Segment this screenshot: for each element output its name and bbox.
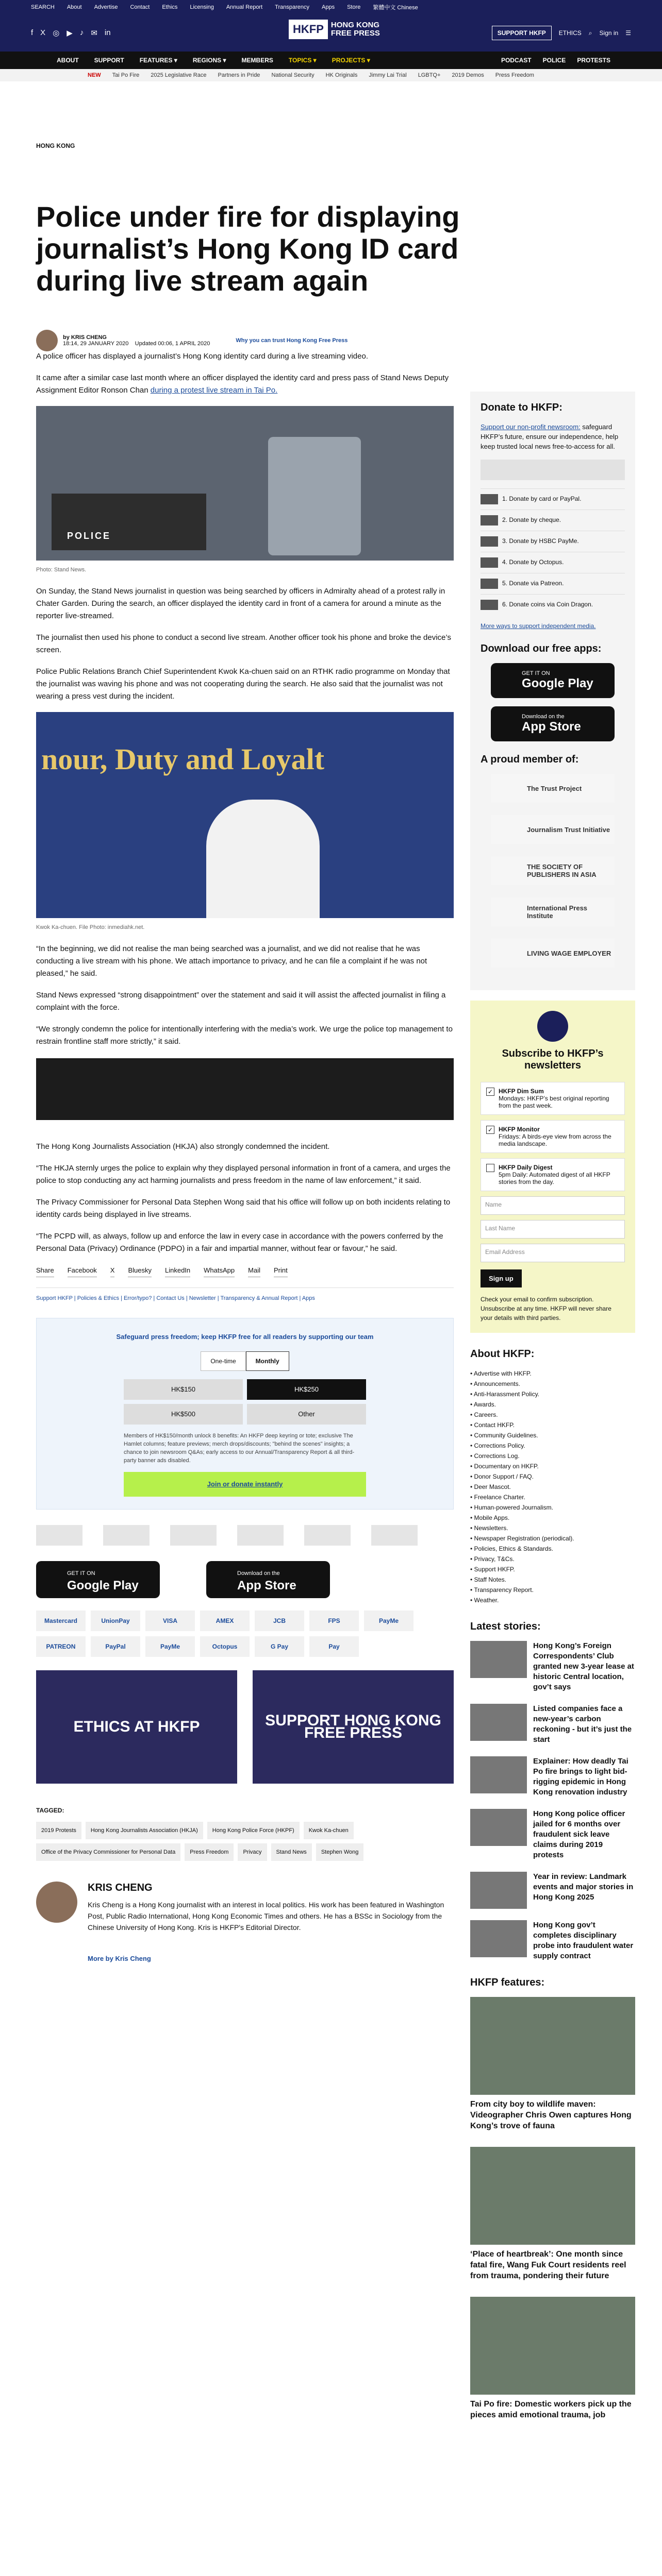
- newsletter-text: [499, 1164, 619, 1185]
- badge-label: App Store: [522, 720, 581, 734]
- newsletter-name: HKFP Dim Sum: [499, 1088, 544, 1095]
- share-bar: [36, 1264, 454, 1277]
- author-avatar[interactable]: [36, 330, 58, 351]
- trust-link[interactable]: Why you can trust Hong Kong Free Press: [236, 337, 348, 344]
- share-link[interactable]: Mail: [248, 1264, 260, 1277]
- image-banner-text: nour, Duty and Loyalt: [41, 742, 325, 776]
- amount-options: [124, 1379, 366, 1425]
- partner-logos: [36, 1525, 454, 1546]
- story-thumbnail: [470, 1920, 527, 1957]
- updated-date: Updated 00:06, 1 APRIL 2020: [135, 341, 210, 347]
- payment-logo: FPS: [309, 1611, 359, 1631]
- paragraph-text: It came after a similar case last month where an officer displayed the identity card and press pass of Stand News Deputy Assignment Editor Ronson Chan: [36, 374, 449, 395]
- author-photo[interactable]: [36, 1882, 77, 1923]
- member-benefits: Members of HK$150/month unlock 8 benefits: An HKFP deep keyring or tote; exclusive The Hamlet columns; feature previews; merch drops/discounts; "behind the scenes" insights; a chance to join newsroom Q&As; early access to our Annual/Transparency Report & all third-party banner ads disabled.: [124, 1433, 355, 1464]
- method-label: 6. Donate coins via Coin Dragon.: [502, 601, 593, 608]
- member-logo[interactable]: THE SOCIETY OF PUBLISHERS IN ASIA: [491, 856, 615, 885]
- amount-option[interactable]: Other: [247, 1404, 366, 1425]
- feature-headline: Tai Po fire: Domestic workers pick up the pieces amid emotional trauma, job: [470, 2400, 632, 2419]
- more-by-link[interactable]: More by Kris Cheng: [88, 1955, 151, 1962]
- social-icon[interactable]: ▶: [67, 29, 73, 38]
- member-logo[interactable]: LIVING WAGE EMPLOYER: [491, 939, 615, 968]
- nav-item[interactable]: FEATURES ▾: [139, 57, 177, 64]
- signup-button[interactable]: Sign up: [481, 1269, 522, 1287]
- donate-blurb: [481, 422, 625, 451]
- tag[interactable]: Hong Kong Police Force (HKPF): [207, 1822, 300, 1839]
- topbar-link[interactable]: Licensing: [190, 4, 214, 10]
- support-button[interactable]: SUPPORT HKFP: [492, 26, 552, 40]
- checkbox[interactable]: [486, 1164, 494, 1172]
- member-title: A proud member of:: [481, 754, 579, 765]
- paragraph: A police officer has displayed a journalist’s Hong Kong identity card during a live streaming video.: [36, 352, 368, 361]
- paragraph: “In the beginning, we did not realise the man being searched was a journalist, and we did not realise that he was conducting a live stream with his phone. We attach importance to privacy, and he can file a complaint if he was not pleased,” he said.: [36, 944, 427, 978]
- sub-nav: [0, 69, 662, 81]
- newsletter-field[interactable]: Name: [481, 1196, 625, 1215]
- donate-method[interactable]: [481, 594, 625, 615]
- paragraph: The Privacy Commissioner for Personal Data Stephen Wong said that his office will follow up on both incidents relating to identity cards being displayed in live streams.: [36, 1198, 451, 1219]
- hkfp-badge: [537, 1011, 568, 1042]
- newsletter-desc: Mondays: HKFP’s best original reporting from the past week.: [499, 1095, 609, 1109]
- feature-image: [470, 2297, 635, 2395]
- amount-option[interactable]: HK$150: [124, 1379, 243, 1400]
- app-store-badge[interactable]: [206, 1561, 330, 1598]
- partner-logo[interactable]: [103, 1525, 150, 1546]
- newsletter-text: [499, 1088, 619, 1109]
- share-link[interactable]: WhatsApp: [204, 1264, 235, 1277]
- about-link[interactable]: • Staff Notes.: [470, 1576, 507, 1583]
- story-thumbnail: [470, 1704, 527, 1741]
- main-nav: [0, 52, 662, 69]
- about-link[interactable]: • Support HKFP.: [470, 1566, 515, 1573]
- more-ways-link[interactable]: More ways to support independent media.: [481, 622, 596, 630]
- story-thumbnail: [470, 1641, 527, 1678]
- image-caption: Photo: Stand News.: [36, 567, 87, 573]
- topbar-link[interactable]: Annual Report: [226, 4, 263, 10]
- method-label: 1. Donate by card or PayPal.: [502, 495, 582, 503]
- latest-stories: [470, 1641, 635, 1961]
- latest-story[interactable]: [470, 1756, 635, 1798]
- partner-logo[interactable]: [36, 1525, 82, 1546]
- ethics-promo[interactable]: ETHICS AT HKFP: [36, 1670, 237, 1784]
- feature-story[interactable]: [470, 2147, 635, 2281]
- badge-small: Download on the: [237, 1570, 280, 1577]
- subnav-link[interactable]: HK Originals: [325, 72, 358, 78]
- story-headline: Year in review: Landmark events and major stories in Hong Kong 2025: [533, 1872, 634, 1902]
- subnav-link[interactable]: LGBTQ+: [418, 72, 441, 78]
- search-icon[interactable]: ⌕: [588, 29, 592, 37]
- story-thumbnail: [470, 1872, 527, 1909]
- latest-story[interactable]: [470, 1704, 635, 1745]
- subnav-link[interactable]: Jimmy Lai Trial: [369, 72, 407, 78]
- feature-image: [470, 1997, 635, 2095]
- payment-logos: [481, 460, 625, 480]
- amount-option[interactable]: HK$500: [124, 1404, 243, 1425]
- social-icon[interactable]: ✉: [91, 29, 97, 38]
- topbar-link[interactable]: Contact: [130, 4, 150, 10]
- nav-item[interactable]: PROJECTS ▾: [332, 57, 370, 64]
- tags-title: TAGGED:: [36, 1807, 64, 1814]
- latest-title: Latest stories:: [470, 1621, 541, 1632]
- newsletter-option[interactable]: [481, 1120, 625, 1153]
- support-link[interactable]: Support our non-profit newsroom:: [481, 423, 581, 431]
- newsletter-fields: [481, 1196, 625, 1262]
- nav-item[interactable]: ABOUT: [57, 57, 79, 64]
- partner-logo[interactable]: [304, 1525, 351, 1546]
- app-store-badge[interactable]: [491, 706, 615, 741]
- tag-list: [36, 1822, 454, 1861]
- about-title: About HKFP:: [470, 1348, 535, 1360]
- badge-label: Google Play: [522, 676, 593, 690]
- paragraph: Police Public Relations Branch Chief Superintendent Kwok Ka-chuen said on an RTHK radio programme on Monday that the journalist was waving his phone and was not cooperating during the search. He also said that the journalist was not wearing a press vest during the incident.: [36, 667, 450, 701]
- promo-videos: [36, 1670, 454, 1784]
- story-headline: Hong Kong gov’t completes disciplinary probe into fraudulent water supply contract: [533, 1921, 634, 1960]
- payment-logo: PATREON: [36, 1636, 86, 1657]
- sidebar: [470, 392, 635, 2436]
- site-logo[interactable]: [289, 20, 380, 39]
- subnav-link[interactable]: Press Freedom: [495, 72, 534, 78]
- feature-headline: ‘Place of heartbreak’: One month since fatal fire, Wang Fuk Court residents reel from trauma, pondering their future: [470, 2250, 626, 2280]
- about-link[interactable]: • Corrections Log.: [470, 1452, 520, 1460]
- about-link[interactable]: • Announcements.: [470, 1380, 520, 1387]
- donate-panel: [36, 1318, 454, 1510]
- google-play-badge[interactable]: [36, 1561, 160, 1598]
- donate-method[interactable]: [481, 552, 625, 573]
- checkbox[interactable]: ✓: [486, 1088, 494, 1096]
- about-link[interactable]: • Deer Mascot.: [470, 1483, 511, 1490]
- member-logos: [481, 774, 625, 968]
- payment-logo: Mastercard: [36, 1611, 86, 1631]
- paragraph: [36, 372, 454, 397]
- paragraph: The journalist then used his phone to conduct a second live stream. Another officer took his phone and broke the device’s screen.: [36, 633, 451, 654]
- payment-logo: VISA: [145, 1611, 195, 1631]
- join-button[interactable]: Join or donate instantly: [124, 1472, 366, 1497]
- police-label: POLICE: [67, 531, 111, 541]
- nav-right: [501, 57, 610, 64]
- share-link[interactable]: LinkedIn: [165, 1264, 190, 1277]
- story-headline: Hong Kong’s Foreign Correspondents’ Club granted new 3-year lease at historic Central location, gov’t says: [533, 1641, 634, 1691]
- method-label: 4. Donate by Octopus.: [502, 558, 564, 566]
- newsletter-option[interactable]: [481, 1082, 625, 1115]
- about-link[interactable]: • Corrections Policy.: [470, 1442, 525, 1449]
- share-link[interactable]: Print: [274, 1264, 288, 1277]
- donate-title: Donate to HKFP:: [481, 402, 562, 413]
- header-actions: [492, 26, 631, 40]
- newsletter-option[interactable]: [481, 1158, 625, 1191]
- badge-label: App Store: [237, 1579, 296, 1592]
- social-icons: [31, 28, 111, 38]
- badge-label: Google Play: [67, 1579, 139, 1592]
- topbar-link[interactable]: Apps: [322, 4, 335, 10]
- payment-methods: [36, 1611, 454, 1657]
- topbar-link[interactable]: Store: [347, 4, 361, 10]
- logo-text: [331, 21, 380, 38]
- about-list: [470, 1368, 635, 1605]
- story-headline: Hong Kong police officer jailed for 6 months over fraudulent sick leave claims during 2019 protests: [533, 1809, 625, 1859]
- tag[interactable]: 2019 Protests: [36, 1822, 81, 1839]
- byline: [36, 330, 347, 351]
- badge-small: GET IT ON: [522, 670, 550, 676]
- member-logo[interactable]: Journalism Trust Initiative: [491, 815, 615, 844]
- about-link[interactable]: • Transparency Report.: [470, 1586, 534, 1594]
- donate-method[interactable]: [481, 531, 625, 552]
- frequency-toggle: [47, 1351, 443, 1371]
- method-icon: [481, 600, 498, 610]
- topbar-link[interactable]: Transparency: [275, 4, 309, 10]
- tag[interactable]: Stephen Wong: [316, 1843, 364, 1861]
- nav-item[interactable]: SUPPORT: [94, 57, 124, 64]
- nav-item[interactable]: PROTESTS: [577, 57, 610, 64]
- donate-blurb-text: safeguard HKFP’s future, ensure our independence, help keep trusted local news free-to-access for all.: [481, 423, 619, 450]
- method-icon: [481, 494, 498, 504]
- newsletter-field[interactable]: Last Name: [481, 1220, 625, 1239]
- newsletter-box: [470, 1001, 635, 1333]
- new-label: NEW: [88, 72, 101, 78]
- site-header: [0, 14, 662, 52]
- subnav-link[interactable]: 2019 Demos: [452, 72, 484, 78]
- topbar-link[interactable]: About: [67, 4, 82, 10]
- about-link[interactable]: • Weather.: [470, 1597, 499, 1604]
- about-link[interactable]: • Careers.: [470, 1411, 498, 1418]
- signin-link[interactable]: Sign in: [599, 29, 619, 37]
- latest-story[interactable]: [470, 1641, 635, 1692]
- newsletter-text: [499, 1126, 619, 1147]
- about-link[interactable]: • Contact HKFP.: [470, 1421, 515, 1429]
- article-title: Police under fire for displaying journalist’s Hong Kong ID card during live stream again: [36, 200, 460, 297]
- subnav-link[interactable]: Tai Po Fire: [112, 72, 140, 78]
- google-play-badge[interactable]: [491, 663, 615, 698]
- method-icon: [481, 579, 498, 589]
- newsletter-name: HKFP Daily Digest: [499, 1164, 553, 1171]
- author-name[interactable]: by KRIS CHENG: [63, 334, 107, 341]
- newsletter-desc: 5pm Daily: Automated digest of all HKFP stories from the day.: [499, 1171, 610, 1185]
- partner-logo[interactable]: [170, 1525, 217, 1546]
- social-icon[interactable]: X: [40, 28, 46, 37]
- tag[interactable]: Press Freedom: [185, 1843, 234, 1861]
- image-caption: Kwok Ka-chuen. File Photo: inmediahk.net.: [36, 924, 145, 930]
- amount-option[interactable]: HK$250: [247, 1379, 366, 1400]
- feature-image: [470, 2147, 635, 2245]
- about-link[interactable]: • Community Guidelines.: [470, 1432, 538, 1439]
- latest-story[interactable]: [470, 1809, 635, 1860]
- member-logo[interactable]: The Trust Project: [491, 774, 615, 803]
- about-link[interactable]: • Newspaper Registration (periodical).: [470, 1535, 574, 1542]
- donate-box: [470, 392, 635, 990]
- about-link[interactable]: • Advertise with HKFP.: [470, 1370, 532, 1377]
- social-icon[interactable]: ◎: [53, 29, 60, 38]
- method-icon: [481, 557, 498, 568]
- about-link[interactable]: • Donor Support / FAQ.: [470, 1473, 534, 1480]
- share-link[interactable]: X: [110, 1264, 115, 1277]
- feature-headline: From city boy to wildlife maven: Videographer Chris Owen captures Hong Kong’s trove of fauna: [470, 2100, 632, 2130]
- payment-logo: UnionPay: [91, 1611, 140, 1631]
- donate-method[interactable]: [481, 510, 625, 531]
- story-thumbnail: [470, 1809, 527, 1846]
- social-icon[interactable]: in: [104, 28, 111, 37]
- donate-methods: [481, 488, 625, 615]
- social-icon[interactable]: ♪: [79, 28, 84, 37]
- nav-item[interactable]: REGIONS ▾: [192, 57, 226, 64]
- payment-logo: PayMe: [145, 1636, 195, 1657]
- payment-logo: JCB: [255, 1611, 304, 1631]
- badge-small: Download on the: [522, 714, 565, 720]
- apps-title: Download our free apps:: [481, 643, 602, 654]
- method-icon: [481, 515, 498, 526]
- about-link[interactable]: • Privacy, T&Cs.: [470, 1555, 515, 1563]
- logo-line-2: FREE PRESS: [330, 29, 380, 38]
- share-label: Share: [36, 1264, 54, 1277]
- tag[interactable]: Stand News: [271, 1843, 312, 1861]
- article-body: [36, 350, 454, 1965]
- paragraph: On Sunday, the Stand News journalist in question was being searched by officers in Admiralty ahead of a protest rally in Chater Garden. During the search, an officer displayed the identity card in front of a camera for around a minute as the reporter live-streamed.: [36, 587, 445, 620]
- about-link[interactable]: • Mobile Apps.: [470, 1514, 510, 1521]
- tag[interactable]: Kwok Ka-chuen: [304, 1822, 354, 1839]
- method-icon: [481, 536, 498, 547]
- paragraph: “The HKJA sternly urges the police to explain why they displayed personal information in front of a camera, and urges the police to stop conducting any act harming journalists and press freedom in the name of law enforcement,” it said.: [36, 1164, 451, 1185]
- support-promo[interactable]: SUPPORT HONG KONG FREE PRESS: [253, 1670, 454, 1784]
- nav-item[interactable]: TOPICS ▾: [288, 57, 317, 64]
- tag[interactable]: Office of the Privacy Commissioner for Personal Data: [36, 1843, 180, 1861]
- partner-logo[interactable]: [237, 1525, 284, 1546]
- top-bar: [0, 0, 662, 14]
- nav-item[interactable]: PODCAST: [501, 57, 532, 64]
- about-link[interactable]: • Anti-Harassment Policy.: [470, 1391, 540, 1398]
- payment-logo: AMEX: [200, 1611, 250, 1631]
- topbar-link[interactable]: SEARCH: [31, 4, 55, 10]
- about-link[interactable]: • Newsletters.: [470, 1524, 508, 1532]
- latest-story[interactable]: [470, 1872, 635, 1909]
- publish-date: 18:14, 29 JANUARY 2020: [63, 341, 129, 347]
- story-headline: Explainer: How deadly Tai Po fire brings to light bid-rigging epidemic in Hong Kong renovation industry: [533, 1757, 628, 1797]
- donate-headline[interactable]: Safeguard press freedom; keep HKFP free for all readers by supporting our team: [116, 1333, 374, 1341]
- article-image: [36, 406, 454, 561]
- newsletter-desc: Fridays: A birds-eye view from across the media landscape.: [499, 1133, 611, 1147]
- subnav-link[interactable]: 2025 Legislative Race: [151, 72, 207, 78]
- topbar-link[interactable]: 繁體中文 Chinese: [373, 5, 418, 11]
- one-time-option[interactable]: One-time: [201, 1351, 245, 1371]
- newsletter-name: HKFP Monitor: [499, 1126, 540, 1133]
- logo-mark: HKFP: [289, 20, 328, 39]
- article-image: [36, 712, 454, 918]
- method-label: 5. Donate via Patreon.: [502, 580, 564, 587]
- paragraph: “We strongly condemn the police for intentionally interfering with the media’s work. We urge the police top management to restrain frontline staff more strictly,” it said.: [36, 1025, 453, 1046]
- subnav-link[interactable]: National Security: [271, 72, 315, 78]
- author-bio: Kris Cheng is a Hong Kong journalist with an interest in local politics. His work has been featured in Washington Post, Public Radio International, Hong Kong Economic Times and others. He has a BSSc in Sociology from the Chinese University of Hong Kong. Kris is HKFP's Editorial Director.: [88, 1901, 444, 1931]
- story-headline: Listed companies face a new-year’s carbon reckoning - but it’s just the start: [533, 1704, 632, 1744]
- about-link[interactable]: • Documentary on HKFP.: [470, 1463, 539, 1470]
- monthly-option[interactable]: Monthly: [246, 1351, 289, 1371]
- topbar-link[interactable]: Ethics: [162, 4, 178, 10]
- payment-logo: PayMe: [364, 1611, 413, 1631]
- feature-story[interactable]: [470, 1997, 635, 2131]
- topbar-link[interactable]: Advertise: [94, 4, 118, 10]
- feature-story[interactable]: [470, 2297, 635, 2420]
- ethics-link[interactable]: ETHICS: [558, 29, 582, 37]
- member-logo[interactable]: International Press Institute: [491, 897, 615, 926]
- newsletter-field[interactable]: Email Address: [481, 1244, 625, 1262]
- nav-item[interactable]: POLICE: [542, 57, 566, 64]
- donate-method[interactable]: [481, 573, 625, 594]
- payment-logo: PayPal: [91, 1636, 140, 1657]
- paragraph: “The PCPD will, as always, follow up and enforce the law in every case in accordance with the powers conferred by the Personal Data (Privacy) Ordinance (PDPO) in a fair and impartial manner, without fear or favour,” he said.: [36, 1232, 443, 1253]
- footer-links[interactable]: Support HKFP | Policies & Ethics | Error/typo? | Contact Us | Newsletter | Transparency & Annual Report | Apps: [36, 1287, 454, 1304]
- author-box: [36, 1882, 454, 1942]
- latest-story[interactable]: [470, 1920, 635, 1961]
- payment-logo: G Pay: [255, 1636, 304, 1657]
- category-label[interactable]: HONG KONG: [36, 142, 75, 149]
- about-link[interactable]: • Policies, Ethics & Standards.: [470, 1545, 553, 1552]
- about-link[interactable]: • Awards.: [470, 1401, 496, 1408]
- features-title: HKFP features:: [470, 1977, 545, 1988]
- newsletter-note: Check your email to confirm subscription. Unsubscribe at any time. HKFP will never share your details with third parties.: [481, 1296, 611, 1321]
- story-thumbnail: [470, 1756, 527, 1793]
- logo-line-1: HONG KONG: [330, 21, 380, 29]
- about-link[interactable]: • Human-powered Journalism.: [470, 1504, 553, 1511]
- ad-slot: [36, 1058, 454, 1120]
- badge-small: GET IT ON: [67, 1570, 95, 1577]
- payment-logo: Octopus: [200, 1636, 250, 1657]
- donate-method[interactable]: [481, 488, 625, 510]
- share-link[interactable]: Bluesky: [128, 1264, 152, 1277]
- nav-item[interactable]: MEMBERS: [241, 57, 273, 64]
- partner-logo[interactable]: [371, 1525, 418, 1546]
- dates: [63, 341, 210, 347]
- menu-icon[interactable]: ☰: [625, 29, 631, 37]
- subnav-link[interactable]: Partners in Pride: [218, 72, 260, 78]
- method-label: 2. Donate by cheque.: [502, 516, 561, 524]
- checkbox[interactable]: ✓: [486, 1126, 494, 1134]
- newsletter-title: Subscribe to HKFP’s newsletters: [502, 1048, 604, 1071]
- author-box-name[interactable]: KRIS CHENG: [88, 1882, 153, 1893]
- payment-logo: Pay: [309, 1636, 359, 1657]
- method-label: 3. Donate by HSBC PayMe.: [502, 537, 579, 545]
- about-link[interactable]: • Freelance Charter.: [470, 1494, 525, 1501]
- feature-stories: [470, 1997, 635, 2420]
- tag[interactable]: Hong Kong Journalists Association (HKJA): [86, 1822, 203, 1839]
- newsletter-options: [481, 1082, 625, 1191]
- share-link[interactable]: Facebook: [68, 1264, 97, 1277]
- social-icon[interactable]: f: [31, 28, 34, 37]
- paragraph: The Hong Kong Journalists Association (HKJA) also strongly condemned the incident.: [36, 1142, 330, 1151]
- paragraph: Stand News expressed “strong disappointment” over the statement and said it will assist the affected journalist in filing a complaint with the force.: [36, 991, 446, 1012]
- tai-po-link[interactable]: during a protest live stream in Tai Po.: [150, 386, 278, 395]
- app-badges: [36, 1561, 454, 1598]
- tag[interactable]: Privacy: [238, 1843, 267, 1861]
